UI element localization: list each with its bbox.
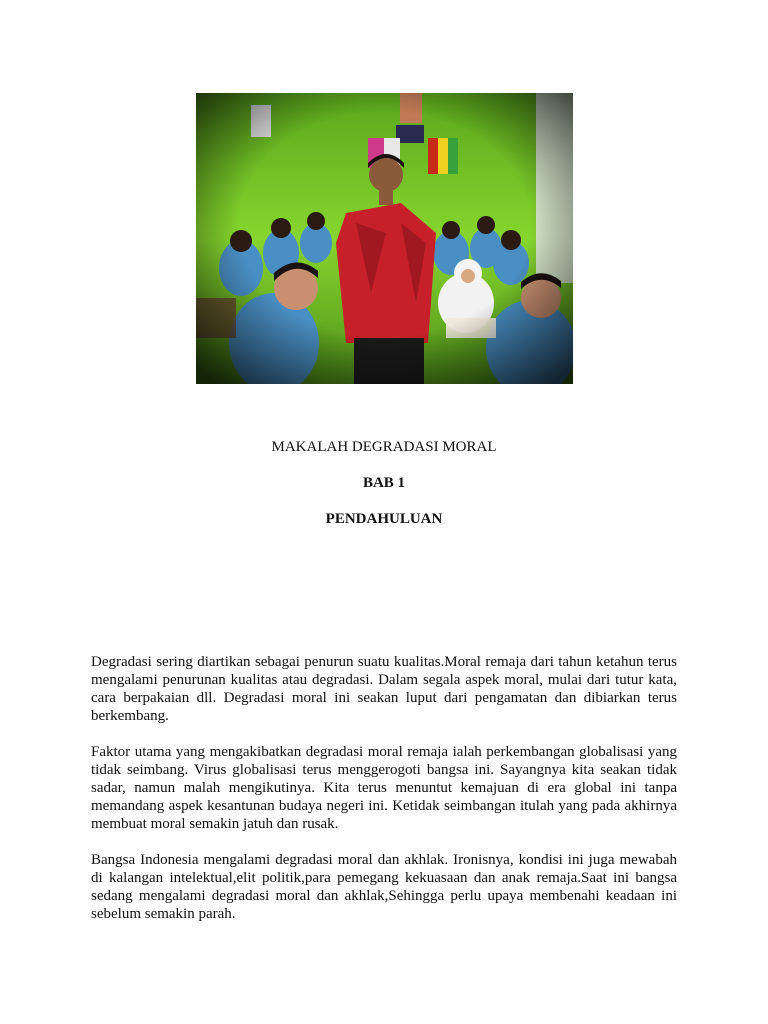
paragraph-3: Bangsa Indonesia mengalami degradasi moral dan akhlak. Ironisnya, kondisi ini juga mewabah di kalangan intelektual,elit politik,para pemegang kekuasaan dan anak remaja.Saat ini bangsa sedang mengalami degradasi moral dan akhlak,Sehingga perlu upaya membenahi keadaan ini sebelum semakin parah.	[91, 852, 677, 922]
classroom-illustration	[196, 93, 573, 384]
paragraph-1: Degradasi sering diartikan sebagai penurun suatu kualitas.Moral remaja dari tahun ketahun terus mengalami penurunan kualitas atau degradasi. Dalam segala aspek moral, mulai dari tutur kata, cara berpakaian dll. Degradasi moral ini seakan luput dari pengamatan dan dibiarkan terus berkembang.	[91, 654, 677, 724]
paragraph-2: Faktor utama yang mengakibatkan degradasi moral remaja ialah perkembangan globalisasi yang tidak seimbang. Virus globalisasi terus menggerogoti bangsa ini. Sayangnya kita seakan tidak sadar, namun malah mengikutinya. Kita terus menuntut kemajuan di era global ini tanpa memandang aspek kesantunan budaya negeri ini. Ketidak seimbangan itulah yang pada akhirnya membuat moral semakin jatuh dan rusak.	[91, 744, 677, 832]
classroom-photo	[196, 93, 573, 384]
section-title: PENDAHULUAN	[325, 511, 443, 527]
chapter-label: BAB 1	[362, 475, 406, 491]
document-heading: MAKALAH DEGRADASI MORAL	[271, 439, 497, 455]
